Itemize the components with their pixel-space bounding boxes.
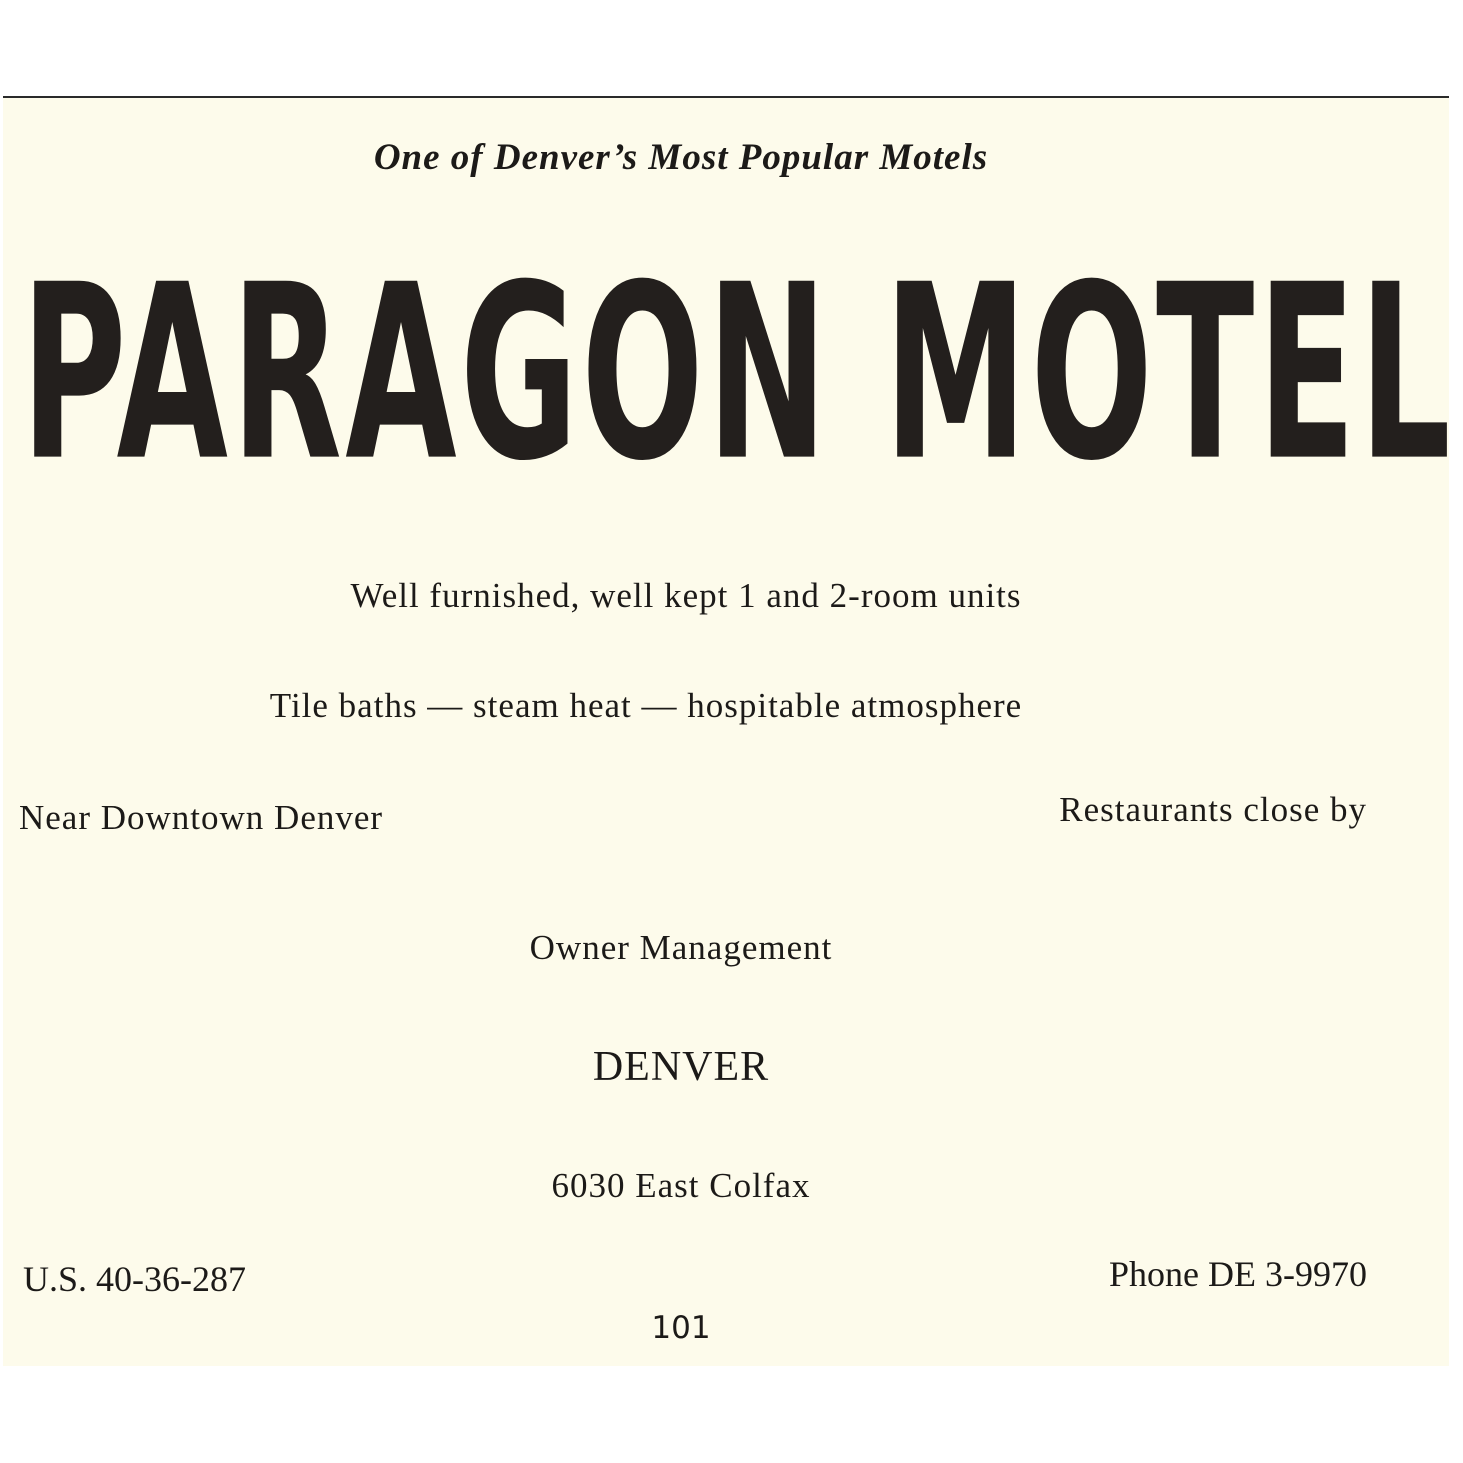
- dining-note: Restaurants close by: [1059, 790, 1367, 829]
- management-line: Owner Management: [529, 928, 833, 967]
- feature-line-units: Well furnished, well kept 1 and 2-room units: [350, 576, 1022, 615]
- city-name: DENVER: [592, 1044, 770, 1090]
- highway-route: U.S. 40-36-287: [23, 1259, 246, 1299]
- tagline: One of Denver’s Most Popular Motels: [373, 137, 989, 178]
- advertisement-sheet: [3, 96, 1455, 1366]
- street-address: 6030 East Colfax: [551, 1166, 811, 1205]
- location-note: Near Downtown Denver: [19, 798, 384, 837]
- feature-line-amenities: Tile baths — steam heat — hospitable atmosphere: [269, 686, 1023, 725]
- motel-name-headline: PARAGON MOTEL: [21, 234, 1455, 515]
- phone-number: Phone DE 3-9970: [1109, 1254, 1367, 1294]
- page-number: 101: [651, 1310, 711, 1346]
